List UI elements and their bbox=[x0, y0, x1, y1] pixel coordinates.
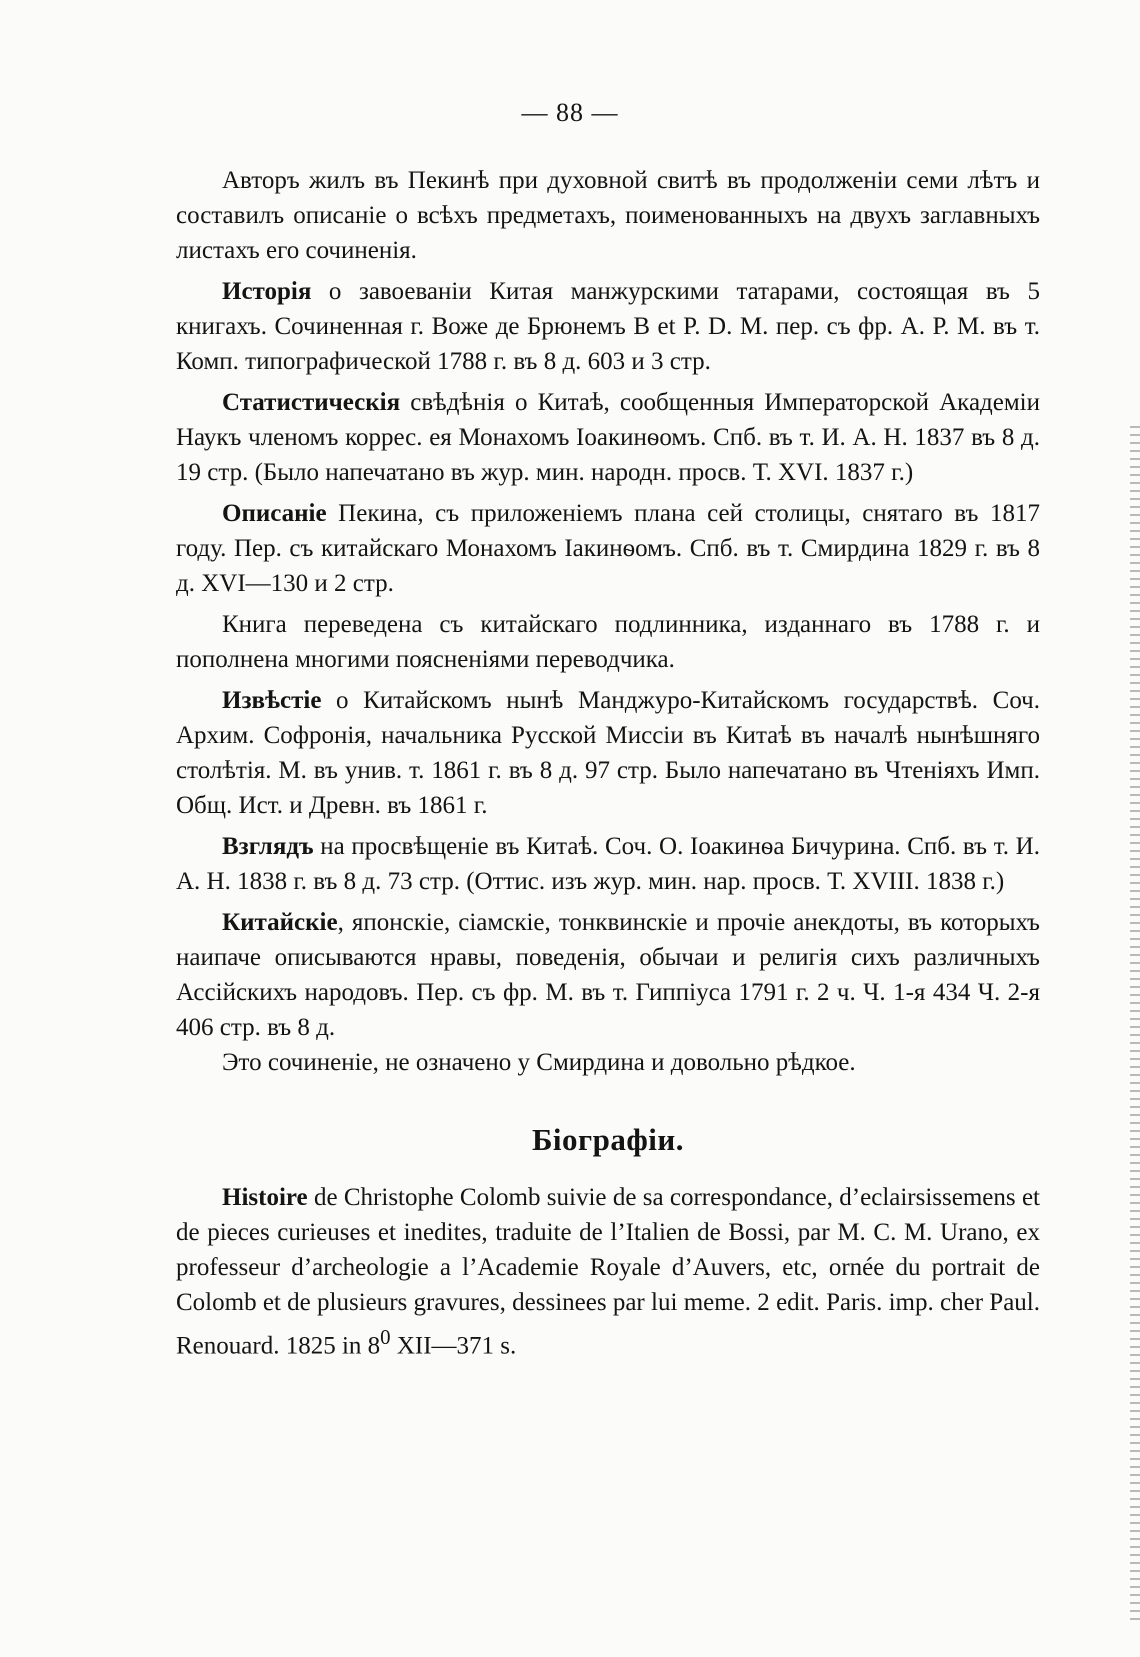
entry-text: Книга переведена съ китайскаго подлинника, изданнаго въ 1788 г. и пополнена многими поясненіями переводчика. bbox=[176, 611, 1040, 673]
entry-text: на просвѣщеніе въ Китаѣ. Соч. О. Іоакинѳа Бичурина. Спб. въ т. И. А. Н. 1838 г. въ 8 д. 73 стр. (Оттис. изъ жур. мин. нар. просв. Т. XVIII. 1838 г.) bbox=[176, 833, 1040, 895]
entry-biography bbox=[176, 1180, 1040, 1363]
page-number: — 88 — bbox=[521, 98, 619, 127]
entry-lead: Описаніе bbox=[222, 500, 327, 527]
entry-view bbox=[176, 829, 1040, 899]
entry-statistics bbox=[176, 385, 1040, 490]
entry-tail: XII—371 s. bbox=[390, 1332, 517, 1360]
entry-text: , японскіе, сіамскіе, тонквинскіе и прочіе анекдоты, въ которыхъ наипаче описываются нравы, поведенія, обычаи и религія сихъ различныхъ Ассійскихъ народовъ. Пер. съ фр. М. въ т. Гиппіуса 1791 г. 2 ч. Ч. 1-я 434 Ч. 2-я 406 стр. въ 8 д. bbox=[176, 909, 1040, 1041]
entry-text: Пекина, съ приложеніемъ плана сей столицы, снятаго въ 1817 году. Пер. съ китайскаго Монахомъ Іакинѳомъ. Спб. въ т. Смирдина 1829 г. въ 8 д. XVI—130 и 2 стр. bbox=[176, 500, 1040, 597]
entry-history bbox=[176, 274, 1040, 379]
entry-text: о завоеваніи Китая манжурскими татарами, состоящая въ 5 книгахъ. Сочиненная г. Воже де Брюнемъ В et P. D. M. пер. съ фр. А. Р. М. въ т. Комп. типографической 1788 г. въ 8 д. 603 и 3 стр. bbox=[176, 278, 1040, 375]
entry-lead: Исторія bbox=[222, 278, 312, 305]
superscript: 0 bbox=[380, 1325, 391, 1349]
entry-lead: Взглядъ bbox=[222, 833, 314, 860]
entry-text: свѣдѣнія о Китаѣ, сообщенныя Императорской Академіи Наукъ членомъ коррес. ея Монахомъ Іоакинѳомъ. Спб. въ т. И. А. Н. 1837 въ 8 д. 19 стр. (Было напечатано въ жур. мин. народн. просв. Т. XVI. 1837 г.) bbox=[176, 389, 1040, 486]
entry-book-note bbox=[176, 607, 1040, 677]
entry-text: о Китайскомъ нынѣ Манджуро-Китайскомъ государствѣ. Соч. Архим. Софронія, начальника Русской Миссіи въ Китаѣ въ началѣ нынѣшняго столѣтія. М. въ унив. т. 1861 г. въ 8 д. 97 стр. Было напечатано въ Чтеніяхъ Имп. Общ. Ист. и Древн. въ 1861 г. bbox=[176, 687, 1040, 819]
entry-peking-description bbox=[176, 496, 1040, 601]
entry-lead: Китайскіе bbox=[222, 909, 338, 936]
entry-lead: Статистическія bbox=[222, 389, 401, 416]
page-body bbox=[176, 163, 1040, 1369]
entry-author-note bbox=[176, 163, 1040, 268]
entry-text: Авторъ жилъ въ Пекинѣ при духовной свитѣ въ продолженіи семи лѣтъ и составилъ описаніе о всѣхъ предметахъ, поименованныхъ на двухъ заглавныхъ листахъ его сочиненія. bbox=[176, 167, 1040, 264]
entry-note: Это сочиненіе, не означено у Смирдина и довольно рѣдкое. bbox=[222, 1049, 856, 1076]
entry-lead: Histoire bbox=[222, 1184, 308, 1211]
entry-text: de Christophe Colomb suivie de sa correspondance, d’eclairsissemens et de pieces curieuses et inedites, traduite de l’Italien de Bossi, par M. C. M. Urano, ex professeur d’archeologie a l’Academie Royale d’Auvers, etc, ornée du portrait de Colomb et de plusieurs gravures, dessinees par lui meme. 2 edit. Paris. imp. cher Paul. Renouard. 1825 in 8 bbox=[176, 1184, 1040, 1360]
entry-news bbox=[176, 683, 1040, 823]
page-edge-decoration bbox=[1130, 420, 1140, 1620]
entry-anecdotes bbox=[176, 905, 1040, 1080]
entry-lead: Извѣстіе bbox=[222, 687, 322, 714]
section-title: Біографіи. bbox=[531, 1122, 685, 1157]
